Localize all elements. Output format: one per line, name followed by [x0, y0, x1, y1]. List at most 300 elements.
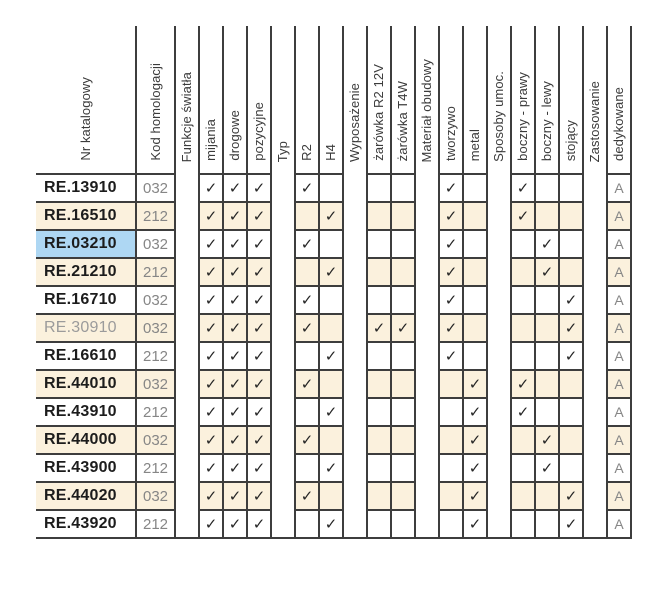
check-cell-drogowe: [223, 258, 247, 286]
check-cell-boczny-prawy: [511, 286, 535, 314]
checkmark-icon: ✓: [444, 292, 458, 309]
check-cell-boczny-prawy: [511, 398, 535, 426]
checkmark-icon: ✓: [540, 236, 554, 253]
column-header-pozycyjne: [247, 26, 271, 174]
column-header-drogowe: [223, 26, 247, 174]
group-spacer-cell: [271, 342, 295, 370]
application-cell: A: [607, 482, 631, 510]
check-cell-stojacy: [559, 482, 583, 510]
column-header-label: Typ: [275, 140, 291, 162]
group-spacer-cell: [583, 398, 607, 426]
check-cell-h4: [319, 398, 343, 426]
check-cell-drogowe: [223, 286, 247, 314]
checkmark-icon: ✓: [204, 208, 218, 225]
checkmark-icon: ✓: [228, 432, 242, 449]
check-cell-tworzywo: [439, 342, 463, 370]
column-header-label: żarówka R2 12V: [371, 64, 387, 161]
checkmark-icon: ✓: [300, 292, 314, 309]
checkmark-icon: ✓: [468, 376, 482, 393]
group-spacer-cell: [415, 314, 439, 342]
checkmark-icon: ✓: [444, 236, 458, 253]
homologation-code-cell: 032: [136, 482, 175, 510]
check-cell-h4: [319, 314, 343, 342]
homologation-code-cell: 212: [136, 454, 175, 482]
table-row: [36, 454, 631, 482]
check-cell-zarowka-t4w: [391, 510, 415, 538]
checkmark-icon: ✓: [228, 376, 242, 393]
table-row: [36, 370, 631, 398]
group-spacer-cell: [415, 454, 439, 482]
check-cell-r2: [295, 202, 319, 230]
homologation-code-cell: 212: [136, 258, 175, 286]
column-header-h4: [319, 26, 343, 174]
check-cell-r2: [295, 398, 319, 426]
check-cell-stojacy: [559, 398, 583, 426]
checkmark-icon: ✓: [204, 432, 218, 449]
checkmark-icon: ✓: [204, 292, 218, 309]
table-row: [36, 482, 631, 510]
group-spacer-cell: [583, 258, 607, 286]
checkmark-icon: ✓: [468, 432, 482, 449]
group-spacer-cell: [487, 426, 511, 454]
checkmark-icon: ✓: [252, 208, 266, 225]
group-spacer-cell: [271, 258, 295, 286]
checkmark-icon: ✓: [324, 348, 338, 365]
column-header-tworzywo: [439, 26, 463, 174]
check-cell-drogowe: [223, 202, 247, 230]
checkmark-icon: ✓: [444, 264, 458, 281]
group-spacer-cell: [271, 398, 295, 426]
catalog-number-cell[interactable]: RE.30910: [36, 314, 136, 342]
table-row: [36, 426, 631, 454]
column-header-label: R2: [299, 144, 315, 161]
column-header-label: drogowe: [227, 110, 243, 161]
checkmark-icon: ✓: [468, 516, 482, 533]
check-cell-tworzywo: [439, 510, 463, 538]
check-cell-zarowka-r2-12v: [367, 454, 391, 482]
checkmark-icon: ✓: [204, 376, 218, 393]
check-cell-stojacy: [559, 286, 583, 314]
check-cell-tworzywo: [439, 230, 463, 258]
catalog-number-cell[interactable]: RE.44020: [36, 482, 136, 510]
homologation-code-cell: 032: [136, 426, 175, 454]
group-spacer-cell: [343, 314, 367, 342]
check-cell-drogowe: [223, 314, 247, 342]
check-cell-mijania: [199, 174, 223, 202]
check-cell-stojacy: [559, 174, 583, 202]
check-cell-mijania: [199, 314, 223, 342]
check-cell-h4: [319, 342, 343, 370]
check-cell-zarowka-r2-12v: [367, 482, 391, 510]
check-cell-mijania: [199, 286, 223, 314]
check-cell-r2: [295, 370, 319, 398]
checkmark-icon: ✓: [564, 292, 578, 309]
group-spacer-cell: [271, 230, 295, 258]
check-cell-zarowka-r2-12v: [367, 202, 391, 230]
check-cell-pozycyjne: [247, 230, 271, 258]
group-spacer-cell: [487, 342, 511, 370]
check-cell-pozycyjne: [247, 174, 271, 202]
application-cell: A: [607, 230, 631, 258]
catalog-number-cell[interactable]: RE.44000: [36, 426, 136, 454]
check-cell-boczny-prawy: [511, 258, 535, 286]
check-cell-boczny-lewy: [535, 202, 559, 230]
group-spacer-cell: [415, 174, 439, 202]
group-spacer-cell: [487, 174, 511, 202]
check-cell-h4: [319, 202, 343, 230]
check-cell-pozycyjne: [247, 202, 271, 230]
checkmark-icon: ✓: [252, 432, 266, 449]
checkmark-icon: ✓: [564, 516, 578, 533]
checkmark-icon: ✓: [300, 432, 314, 449]
group-spacer-cell: [415, 482, 439, 510]
group-spacer-cell: [583, 370, 607, 398]
checkmark-icon: ✓: [396, 320, 410, 337]
checkmark-icon: ✓: [444, 320, 458, 337]
application-cell: A: [607, 510, 631, 538]
check-cell-zarowka-r2-12v: [367, 510, 391, 538]
check-cell-zarowka-t4w: [391, 454, 415, 482]
group-spacer-cell: [175, 202, 199, 230]
column-header-label: H4: [323, 144, 339, 161]
checkmark-icon: ✓: [204, 348, 218, 365]
column-header-zarowka-t4w: [391, 26, 415, 174]
check-cell-mijania: [199, 258, 223, 286]
check-cell-boczny-prawy: [511, 482, 535, 510]
column-header-label: Zastosowanie: [587, 80, 603, 162]
group-spacer-cell: [343, 174, 367, 202]
group-spacer-cell: [175, 454, 199, 482]
checkmark-icon: ✓: [228, 264, 242, 281]
checkmark-icon: ✓: [252, 460, 266, 477]
checkmark-icon: ✓: [468, 404, 482, 421]
application-cell: A: [607, 258, 631, 286]
group-spacer-cell: [415, 426, 439, 454]
homologation-code-cell: 212: [136, 342, 175, 370]
check-cell-boczny-lewy: [535, 342, 559, 370]
catalog-number-cell[interactable]: RE.43900: [36, 454, 136, 482]
check-cell-tworzywo: [439, 202, 463, 230]
catalog-number-cell[interactable]: RE.16710: [36, 286, 136, 314]
checkmark-icon: ✓: [204, 236, 218, 253]
catalog-number-cell[interactable]: RE.13910: [36, 174, 136, 202]
group-spacer-cell: [175, 510, 199, 538]
check-cell-metal: [463, 286, 487, 314]
column-header-zarowka-r2-12v: [367, 26, 391, 174]
group-spacer-cell: [583, 202, 607, 230]
check-cell-zarowka-r2-12v: [367, 398, 391, 426]
check-cell-tworzywo: [439, 454, 463, 482]
group-spacer-cell: [271, 202, 295, 230]
group-spacer-cell: [583, 342, 607, 370]
check-cell-h4: [319, 510, 343, 538]
check-cell-tworzywo: [439, 258, 463, 286]
group-spacer-cell: [175, 426, 199, 454]
group-spacer-cell: [487, 258, 511, 286]
check-cell-zarowka-r2-12v: [367, 370, 391, 398]
group-spacer-cell: [175, 398, 199, 426]
group-spacer-cell: [415, 286, 439, 314]
check-cell-zarowka-t4w: [391, 258, 415, 286]
column-header-label: Sposoby umoc.: [491, 71, 507, 162]
check-cell-boczny-lewy: [535, 174, 559, 202]
group-spacer-cell: [487, 482, 511, 510]
check-cell-tworzywo: [439, 398, 463, 426]
checkmark-icon: ✓: [468, 488, 482, 505]
checkmark-icon: ✓: [564, 488, 578, 505]
checkmark-icon: ✓: [252, 292, 266, 309]
checkmark-icon: ✓: [252, 264, 266, 281]
column-header-wyposazenie: [343, 26, 367, 174]
checkmark-icon: ✓: [324, 208, 338, 225]
checkmark-icon: ✓: [300, 376, 314, 393]
checkmark-icon: ✓: [204, 488, 218, 505]
checkmark-icon: ✓: [564, 348, 578, 365]
check-cell-pozycyjne: [247, 258, 271, 286]
group-spacer-cell: [487, 398, 511, 426]
check-cell-h4: [319, 426, 343, 454]
checkmark-icon: ✓: [516, 376, 530, 393]
check-cell-stojacy: [559, 258, 583, 286]
checkmark-icon: ✓: [204, 516, 218, 533]
group-spacer-cell: [487, 286, 511, 314]
column-header-boczny-prawy: [511, 26, 535, 174]
check-cell-boczny-lewy: [535, 454, 559, 482]
column-header-label: boczny - lewy: [539, 80, 555, 161]
group-spacer-cell: [415, 230, 439, 258]
checkmark-icon: ✓: [228, 320, 242, 337]
group-spacer-cell: [487, 314, 511, 342]
column-header-funkcje-swiatla: [175, 26, 199, 174]
homologation-code-cell: 032: [136, 174, 175, 202]
check-cell-mijania: [199, 482, 223, 510]
check-cell-drogowe: [223, 174, 247, 202]
check-cell-pozycyjne: [247, 426, 271, 454]
checkmark-icon: ✓: [204, 460, 218, 477]
column-header-dedykowane: [607, 26, 631, 174]
column-header-kod-homologacji: [136, 26, 175, 174]
check-cell-r2: [295, 426, 319, 454]
check-cell-zarowka-r2-12v: [367, 342, 391, 370]
column-header-label: Materiał obudowy: [419, 58, 435, 162]
table-row: [36, 174, 631, 202]
checkmark-icon: ✓: [228, 516, 242, 533]
check-cell-h4: [319, 230, 343, 258]
checkmark-icon: ✓: [540, 460, 554, 477]
checkmark-icon: ✓: [204, 404, 218, 421]
check-cell-zarowka-r2-12v: [367, 286, 391, 314]
group-spacer-cell: [415, 510, 439, 538]
catalog-number-cell[interactable]: RE.43910: [36, 398, 136, 426]
check-cell-metal: [463, 482, 487, 510]
group-spacer-cell: [583, 230, 607, 258]
check-cell-boczny-prawy: [511, 342, 535, 370]
application-cell: A: [607, 398, 631, 426]
catalog-number-cell[interactable]: RE.16610: [36, 342, 136, 370]
check-cell-pozycyjne: [247, 454, 271, 482]
check-cell-zarowka-t4w: [391, 174, 415, 202]
check-cell-zarowka-t4w: [391, 230, 415, 258]
checkmark-icon: ✓: [228, 292, 242, 309]
check-cell-stojacy: [559, 426, 583, 454]
check-cell-r2: [295, 174, 319, 202]
group-spacer-cell: [271, 482, 295, 510]
group-spacer-cell: [343, 482, 367, 510]
check-cell-drogowe: [223, 342, 247, 370]
application-cell: A: [607, 370, 631, 398]
check-cell-mijania: [199, 398, 223, 426]
group-spacer-cell: [271, 510, 295, 538]
catalog-number-cell-selected[interactable]: RE.03210: [36, 230, 136, 258]
group-spacer-cell: [271, 370, 295, 398]
group-spacer-cell: [175, 370, 199, 398]
check-cell-h4: [319, 454, 343, 482]
check-cell-tworzywo: [439, 174, 463, 202]
group-spacer-cell: [175, 258, 199, 286]
homologation-code-cell: 032: [136, 370, 175, 398]
check-cell-zarowka-r2-12v: [367, 174, 391, 202]
check-cell-stojacy: [559, 230, 583, 258]
checkmark-icon: ✓: [564, 320, 578, 337]
check-cell-drogowe: [223, 454, 247, 482]
check-cell-stojacy: [559, 454, 583, 482]
column-header-label: żarówka T4W: [395, 80, 411, 161]
check-cell-r2: [295, 314, 319, 342]
catalog-number-cell[interactable]: RE.21210: [36, 258, 136, 286]
group-spacer-cell: [583, 482, 607, 510]
check-cell-zarowka-r2-12v: [367, 426, 391, 454]
check-cell-r2: [295, 482, 319, 510]
catalog-number-cell[interactable]: RE.16510: [36, 202, 136, 230]
checkmark-icon: ✓: [228, 488, 242, 505]
group-spacer-cell: [175, 230, 199, 258]
check-cell-boczny-prawy: [511, 202, 535, 230]
table-row: [36, 258, 631, 286]
check-cell-zarowka-r2-12v: [367, 314, 391, 342]
check-cell-stojacy: [559, 202, 583, 230]
check-cell-metal: [463, 370, 487, 398]
group-spacer-cell: [487, 454, 511, 482]
check-cell-metal: [463, 314, 487, 342]
column-header-typ: [271, 26, 295, 174]
column-header-label: Kod homologacji: [147, 63, 163, 161]
check-cell-r2: [295, 342, 319, 370]
column-header-mijania: [199, 26, 223, 174]
column-header-label: boczny - prawy: [515, 72, 531, 161]
check-cell-pozycyjne: [247, 510, 271, 538]
headlamp-catalog-table: [36, 26, 632, 539]
check-cell-pozycyjne: [247, 342, 271, 370]
group-spacer-cell: [343, 258, 367, 286]
check-cell-tworzywo: [439, 314, 463, 342]
column-header-label: Nr katalogowy: [77, 77, 93, 161]
column-header-label: stojący: [563, 119, 579, 161]
check-cell-stojacy: [559, 510, 583, 538]
group-spacer-cell: [343, 286, 367, 314]
group-spacer-cell: [343, 342, 367, 370]
homologation-code-cell: 212: [136, 398, 175, 426]
table-row: [36, 202, 631, 230]
group-spacer-cell: [415, 258, 439, 286]
check-cell-pozycyjne: [247, 370, 271, 398]
table-row: [36, 230, 631, 258]
group-spacer-cell: [343, 426, 367, 454]
checkmark-icon: ✓: [468, 460, 482, 477]
group-spacer-cell: [487, 202, 511, 230]
check-cell-drogowe: [223, 426, 247, 454]
checkmark-icon: ✓: [252, 320, 266, 337]
group-spacer-cell: [415, 202, 439, 230]
table-row: [36, 342, 631, 370]
column-header-sposoby-umoc: [487, 26, 511, 174]
column-header-boczny-lewy: [535, 26, 559, 174]
checkmark-icon: ✓: [444, 208, 458, 225]
group-spacer-cell: [583, 174, 607, 202]
group-spacer-cell: [175, 342, 199, 370]
check-cell-boczny-lewy: [535, 258, 559, 286]
group-spacer-cell: [583, 510, 607, 538]
check-cell-tworzywo: [439, 370, 463, 398]
check-cell-metal: [463, 258, 487, 286]
group-spacer-cell: [343, 202, 367, 230]
checkmark-icon: ✓: [516, 180, 530, 197]
check-cell-metal: [463, 174, 487, 202]
group-spacer-cell: [175, 174, 199, 202]
check-cell-h4: [319, 258, 343, 286]
check-cell-h4: [319, 174, 343, 202]
column-header-stojacy: [559, 26, 583, 174]
group-spacer-cell: [487, 230, 511, 258]
checkmark-icon: ✓: [300, 488, 314, 505]
group-spacer-cell: [343, 230, 367, 258]
check-cell-r2: [295, 286, 319, 314]
catalog-number-cell[interactable]: RE.43920: [36, 510, 136, 538]
check-cell-mijania: [199, 230, 223, 258]
column-header-r2: [295, 26, 319, 174]
homologation-code-cell: 212: [136, 510, 175, 538]
check-cell-r2: [295, 454, 319, 482]
check-cell-drogowe: [223, 482, 247, 510]
check-cell-boczny-prawy: [511, 230, 535, 258]
check-cell-h4: [319, 286, 343, 314]
check-cell-r2: [295, 258, 319, 286]
check-cell-boczny-lewy: [535, 230, 559, 258]
homologation-code-cell: 212: [136, 202, 175, 230]
check-cell-mijania: [199, 342, 223, 370]
check-cell-r2: [295, 230, 319, 258]
checkmark-icon: ✓: [204, 320, 218, 337]
check-cell-drogowe: [223, 398, 247, 426]
check-cell-boczny-prawy: [511, 174, 535, 202]
application-cell: A: [607, 174, 631, 202]
check-cell-drogowe: [223, 510, 247, 538]
column-header-label: pozycyjne: [251, 102, 267, 161]
group-spacer-cell: [271, 426, 295, 454]
column-header-label: Wyposażenie: [347, 82, 363, 162]
catalog-table-container: [36, 26, 632, 539]
group-spacer-cell: [487, 370, 511, 398]
checkmark-icon: ✓: [228, 348, 242, 365]
check-cell-boczny-lewy: [535, 482, 559, 510]
checkmark-icon: ✓: [252, 516, 266, 533]
check-cell-stojacy: [559, 342, 583, 370]
table-header-row: [36, 26, 631, 174]
check-cell-zarowka-r2-12v: [367, 230, 391, 258]
application-cell: A: [607, 286, 631, 314]
application-cell: A: [607, 314, 631, 342]
group-spacer-cell: [583, 286, 607, 314]
catalog-number-cell[interactable]: RE.44010: [36, 370, 136, 398]
